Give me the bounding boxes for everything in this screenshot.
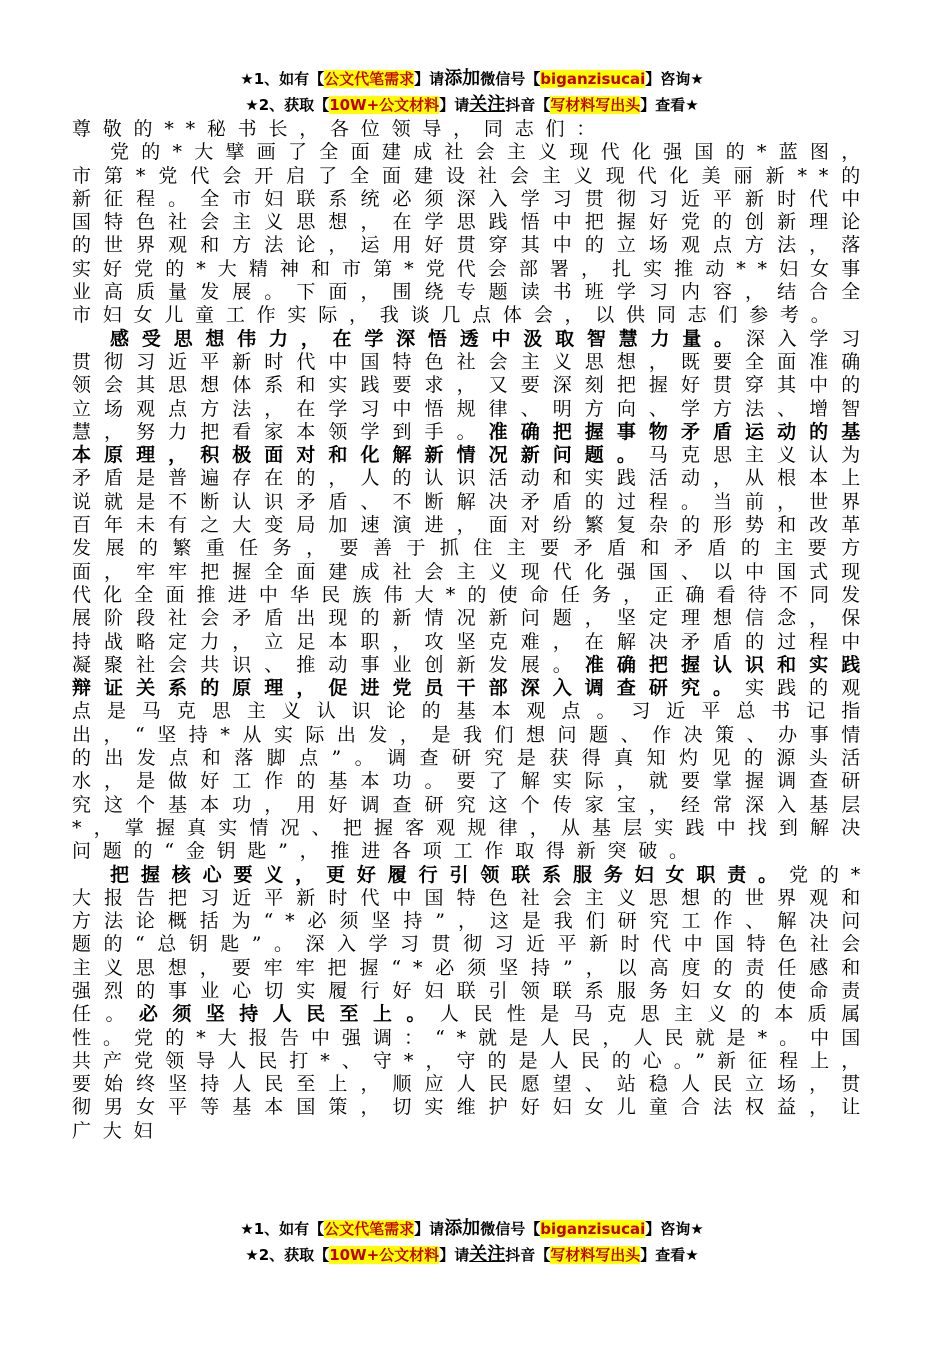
highlight-materials: 10W+公文材料 [329,96,440,114]
promo-banner-top [72,66,872,118]
section-1-point-2-text: 实践的观点是马克思主义认识论的基本观点。习近平总书记指出，“坚持*从实际出发，是我们想问题、作决策、办事情的出发点和落脚点”。调查研究是获得真知灼见的源头活水，是做好工作的基本功。要了解实际，就要掌握调查研究这个基本功，用好调查研究这个传家宝，经常深入基层*，掌握真实情况、把握客观规律，从基层实践中找到解决问题的“金钥匙”，推进各项工作取得新突破。 [72,677,872,863]
promo-text: 】查看★ [640,96,699,114]
promo-text: 】咨询★ [645,1220,704,1238]
intro-paragraph: 党的*大擘画了全面建成社会主义现代化强国的*蓝图，市第*党代会开启了全面建设社会主义现代化美丽新**的新征程。全市妇联系统必须深入学习贯彻习近平新时代中国特色社会主义思想，在学思践悟中把握好党的创新理论的世界观和方法论，运用好贯穿其中的立场观点方法，落实好党的*大精神和市第*党代会部署，扎实推动**妇女事业高质量发展。下面，围绕专题读书班学习内容，结合全市妇女儿童工作实际，我谈几点体会，以供同志们参考。 [72,141,872,327]
promo-text: 】请 [414,70,445,88]
section-2-point-1-text: 人民性是马克思主义的本质属性。党的*大报告中强调：“*就是人民，人民就是*。中国共产党领导人民打*、守*，守的是人民的心。”新征程上，要始终坚持人民至上，顺应人民愿望、站稳人民立场，贯彻男女平等基本国策，切实维护好妇女儿童合法权益，让广大妇 [72,1003,872,1142]
section-1-heading: 感受思想伟力，在学深悟透中汲取智慧力量。 [110,327,746,350]
highlight-materials: 10W+公文材料 [329,1246,440,1264]
section-2-text: 党的*大报告把习近平新时代中国特色社会主义思想的世界观和方法论概括为“*必须坚持”，这是我们研究工作、解决问题的“总钥匙”。深入学习贯彻习近平新时代中国特色社会主义思想，要牢牢把握“*必须坚持”，以高度的责任感和强烈的事业心切实履行好妇联引领联系服务妇女的使命责任。 [72,863,872,1026]
highlight-douyin-account: 写材料写出头 [550,96,641,114]
highlight-wechat-id: biganzisucai [540,70,646,88]
salutation: 尊敬的**秘书长，各位领导，同志们： [72,118,608,140]
section-1-text: 深入学习贯彻习近平新时代中国特色社会主义思想，既要全面准确领会其思想体系和实践要求，又要深刻把握好贯穿其中的立场观点方法，在学习中悟规律、明方向、学方法、增智慧，努力把看家本领学到手。 [72,327,872,443]
promo-emphasis: 关注 [469,94,506,115]
promo-text: 】请 [439,96,470,114]
promo-emphasis: 关注 [469,1244,506,1265]
promo-emphasis: 添加 [444,1218,481,1239]
highlight-service: 公文代笔需求 [324,70,415,88]
promo-text: 】查看★ [640,1246,699,1264]
promo-text: ★2、获取【 [245,96,330,114]
section-1-point-1-text: 马克思主义认为矛盾是普遍存在的，人的认识活动和实践活动，从根本上说就是不断认识矛盾、不断解决矛盾的过程。当前，世界百年未有之大变局加速演进，面对纷繁复杂的形势和改革发展的繁重任务，要善于抓住主要矛盾和矛盾的主要方面，牢牢把握全面建成社会主义现代化强国、以中国式现代化全面推进中华民族伟大*的使命任务，正确看待不同发展阶段社会矛盾出现的新情况新问题，坚定理想信念，保持战略定力，立足本职，攻坚克难，在解决矛盾的过程中凝聚社会共识、推动事业创新发展。 [72,444,872,676]
section-1-point-2: 准确把握认识和实践辩证关系的原理，促进党员干部深入调查研究。 [72,653,872,700]
promo-line-2 [72,1242,872,1268]
promo-line-2 [72,92,872,118]
section-1-point-1: 准确把握事物矛盾运动的基本原理，积极面对和化解新情况新问题。 [72,420,872,467]
promo-banner-bottom [72,1216,872,1268]
promo-text: 】请 [439,1246,470,1264]
promo-text: 抖音【 [505,96,551,114]
promo-text: ★1、如有【 [240,1220,325,1238]
promo-text: ★1、如有【 [240,70,325,88]
highlight-douyin-account: 写材料写出头 [550,1246,641,1264]
promo-text: 微信号【 [480,70,541,88]
section-2-heading: 把握核心要义，更好履行引领联系服务妇女职责。 [110,863,789,886]
document-page [72,66,872,1143]
section-2-paragraph [72,864,872,1144]
promo-text: 】咨询★ [645,70,704,88]
promo-line-1 [72,66,872,92]
section-1-paragraph [72,328,872,864]
promo-text: 】请 [414,1220,445,1238]
promo-text: 抖音【 [505,1246,551,1264]
promo-line-1 [72,1216,872,1242]
highlight-service: 公文代笔需求 [324,1220,415,1238]
promo-emphasis: 添加 [444,68,481,89]
document-body [72,118,872,1143]
promo-text: 微信号【 [480,1220,541,1238]
promo-text: ★2、获取【 [245,1246,330,1264]
section-2-point-1: 必须坚持人民至上。 [138,1003,440,1026]
highlight-wechat-id: biganzisucai [540,1220,646,1238]
